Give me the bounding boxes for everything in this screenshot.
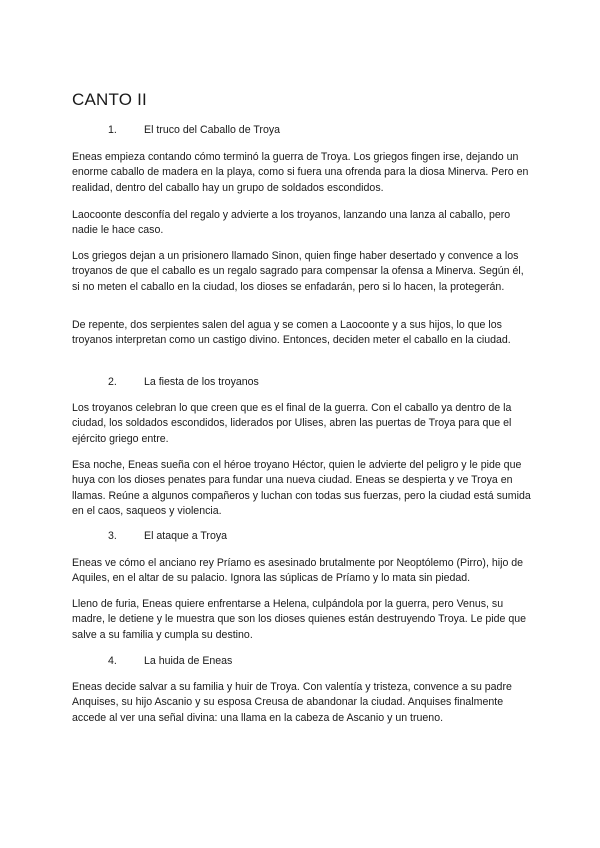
paragraph: Eneas ve cómo el anciano rey Príamo es asesinado brutalmente por Neoptólemo (Pirro), hijo de Aquiles, en el altar de su palacio. Ignora las súplicas de Príamo y lo mata sin piedad. (72, 557, 524, 585)
section-heading-1 (108, 124, 280, 136)
section-heading-3 (108, 530, 227, 542)
paragraph: Los troyanos celebran lo que creen que es el final de la guerra. Con el caballo ya dentro de la ciudad, los soldados escondidos, liderados por Ulises, abren las puertas de Troya para que el ejército griego entre. (72, 402, 512, 445)
section-heading-2 (108, 376, 259, 388)
section-number: 4. (108, 655, 117, 667)
section-number: 1. (108, 124, 117, 136)
section-title: El ataque a Troya (144, 530, 228, 542)
section-title: La fiesta de los troyanos (144, 376, 259, 388)
paragraph: Lleno de furia, Eneas quiere enfrentarse a Helena, culpándola por la guerra, pero Venus, su madre, le detiene y le muestra que son los dioses quienes están destruyendo Troya. Le pide que salve a su familia y cumpla su destino. (72, 598, 527, 641)
paragraph: Los griegos dejan a un prisionero llamado Sinon, quien finge haber desertado y convence a los troyanos de que el caballo es un regalo sagrado para compensar la ofensa a Minerva. Según él, si no meten el caballo en la ciudad, los dioses se enfadarán, pero si lo hacen, la protegerán. (72, 250, 524, 293)
section-number: 3. (108, 530, 117, 542)
paragraph: Laocoonte desconfía del regalo y advierte a los troyanos, lanzando una lanza al caballo, pero nadie le hace caso. (72, 209, 511, 237)
page-title: CANTO II (72, 90, 147, 109)
section-number: 2. (108, 376, 117, 388)
paragraph: Esa noche, Eneas sueña con el héroe troyano Héctor, quien le advierte del peligro y le pide que huya con los dioses penates para fundar una nueva ciudad. Eneas se despierta y ve Troya en llamas. Reúne a algunos compañeros y luchan con todas sus fuerzas, pero la ciudad está sumida en el caos, saqueos y violencia. (72, 459, 531, 518)
section-heading-4 (108, 655, 232, 667)
section-title: El truco del Caballo de Troya (144, 124, 281, 136)
paragraph: De repente, dos serpientes salen del agua y se comen a Laocoonte y a sus hijos, lo que los troyanos interpretan como un castigo divino. Entonces, deciden meter el caballo en la ciudad. (72, 319, 511, 347)
paragraph: Eneas decide salvar a su familia y huir de Troya. Con valentía y tristeza, convence a su padre Anquises, su hijo Ascanio y su esposa Creusa de abandonar la ciudad. Anquises finalmente accede al ver una señal divina: una llama en la cabeza de Ascanio y un trueno. (72, 681, 512, 724)
paragraph: Eneas empieza contando cómo terminó la guerra de Troya. Los griegos fingen irse, dejando un enorme caballo de madera en la playa, como si fuera una ofrenda para la diosa Minerva. Pero en realidad, dentro del caballo hay un grupo de soldados escondidos. (72, 151, 529, 194)
section-title: La huida de Eneas (144, 655, 233, 667)
